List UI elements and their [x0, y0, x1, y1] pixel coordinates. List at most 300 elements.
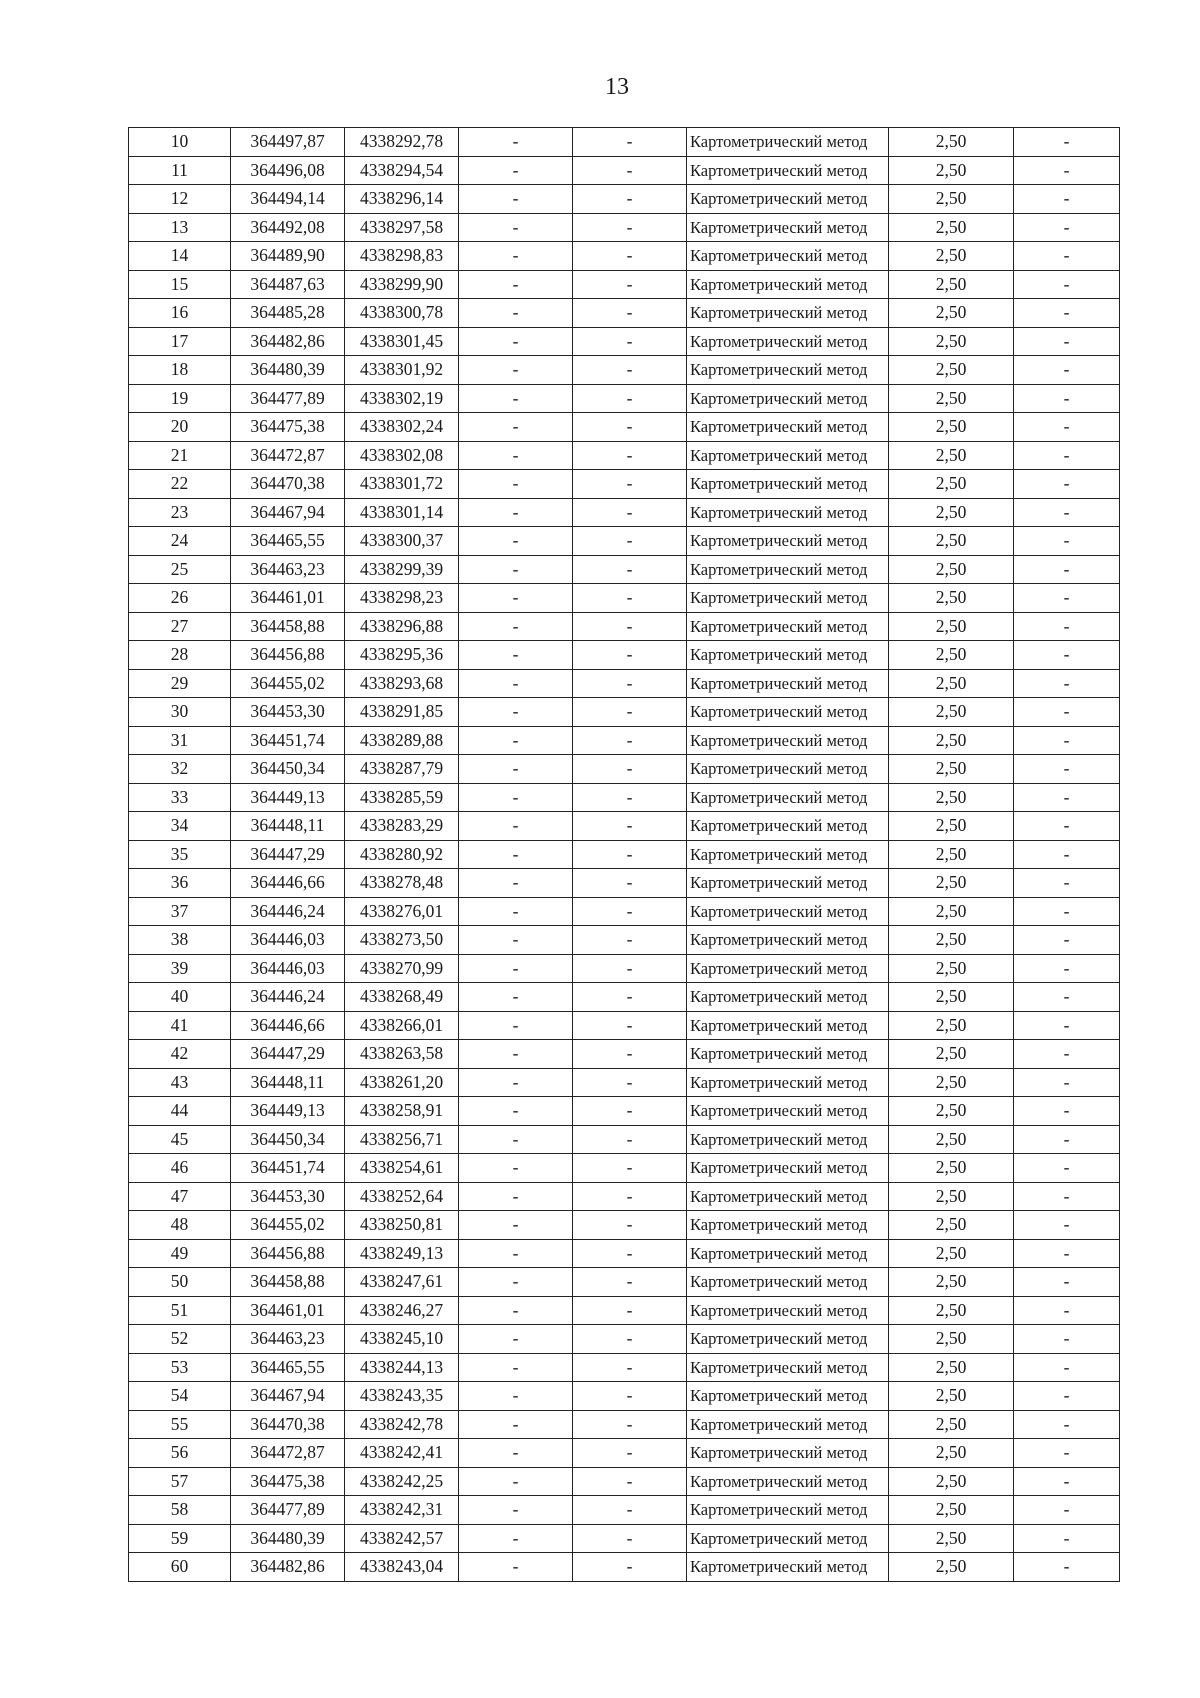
- point-number-cell: 16: [129, 299, 231, 328]
- accuracy-cell: 2,50: [889, 185, 1014, 214]
- method-cell: Картометрический метод: [687, 299, 889, 328]
- empty-cell-5: -: [573, 1068, 687, 1097]
- y-coordinate-cell: 4338242,25: [345, 1467, 459, 1496]
- empty-cell-5: -: [573, 1353, 687, 1382]
- point-number-cell: 58: [129, 1496, 231, 1525]
- empty-cell-4: -: [459, 527, 573, 556]
- empty-cell-4: -: [459, 242, 573, 271]
- accuracy-cell: 2,50: [889, 156, 1014, 185]
- empty-cell-4: -: [459, 1011, 573, 1040]
- point-number-cell: 45: [129, 1125, 231, 1154]
- empty-cell-8: -: [1014, 669, 1120, 698]
- method-cell: Картометрический метод: [687, 1097, 889, 1126]
- empty-cell-5: -: [573, 1325, 687, 1354]
- x-coordinate-cell: 364485,28: [231, 299, 345, 328]
- empty-cell-4: -: [459, 869, 573, 898]
- accuracy-cell: 2,50: [889, 356, 1014, 385]
- table-row: [129, 470, 1120, 499]
- point-number-cell: 33: [129, 783, 231, 812]
- accuracy-cell: 2,50: [889, 1011, 1014, 1040]
- empty-cell-5: -: [573, 1553, 687, 1582]
- accuracy-cell: 2,50: [889, 1125, 1014, 1154]
- empty-cell-8: -: [1014, 527, 1120, 556]
- accuracy-cell: 2,50: [889, 869, 1014, 898]
- y-coordinate-cell: 4338242,78: [345, 1410, 459, 1439]
- empty-cell-4: -: [459, 1325, 573, 1354]
- y-coordinate-cell: 4338263,58: [345, 1040, 459, 1069]
- table-row: [129, 327, 1120, 356]
- y-coordinate-cell: 4338291,85: [345, 698, 459, 727]
- empty-cell-5: -: [573, 1439, 687, 1468]
- empty-cell-8: -: [1014, 213, 1120, 242]
- x-coordinate-cell: 364461,01: [231, 1296, 345, 1325]
- accuracy-cell: 2,50: [889, 270, 1014, 299]
- x-coordinate-cell: 364446,66: [231, 869, 345, 898]
- empty-cell-8: -: [1014, 185, 1120, 214]
- empty-cell-8: -: [1014, 1353, 1120, 1382]
- y-coordinate-cell: 4338243,35: [345, 1382, 459, 1411]
- empty-cell-5: -: [573, 755, 687, 784]
- table-row: [129, 1325, 1120, 1354]
- method-cell: Картометрический метод: [687, 1125, 889, 1154]
- empty-cell-5: -: [573, 897, 687, 926]
- x-coordinate-cell: 364496,08: [231, 156, 345, 185]
- accuracy-cell: 2,50: [889, 641, 1014, 670]
- empty-cell-4: -: [459, 612, 573, 641]
- accuracy-cell: 2,50: [889, 698, 1014, 727]
- x-coordinate-cell: 364494,14: [231, 185, 345, 214]
- point-number-cell: 46: [129, 1154, 231, 1183]
- table-row: [129, 983, 1120, 1012]
- point-number-cell: 22: [129, 470, 231, 499]
- empty-cell-8: -: [1014, 156, 1120, 185]
- x-coordinate-cell: 364456,88: [231, 1239, 345, 1268]
- empty-cell-4: -: [459, 954, 573, 983]
- empty-cell-4: -: [459, 726, 573, 755]
- method-cell: Картометрический метод: [687, 612, 889, 641]
- empty-cell-4: -: [459, 1154, 573, 1183]
- y-coordinate-cell: 4338298,83: [345, 242, 459, 271]
- x-coordinate-cell: 364497,87: [231, 128, 345, 157]
- y-coordinate-cell: 4338301,72: [345, 470, 459, 499]
- empty-cell-5: -: [573, 356, 687, 385]
- empty-cell-4: -: [459, 441, 573, 470]
- table-row: [129, 1296, 1120, 1325]
- point-number-cell: 25: [129, 555, 231, 584]
- empty-cell-8: -: [1014, 1467, 1120, 1496]
- empty-cell-4: -: [459, 1353, 573, 1382]
- empty-cell-4: -: [459, 128, 573, 157]
- table-row: [129, 527, 1120, 556]
- empty-cell-8: -: [1014, 441, 1120, 470]
- method-cell: Картометрический метод: [687, 527, 889, 556]
- accuracy-cell: 2,50: [889, 498, 1014, 527]
- y-coordinate-cell: 4338297,58: [345, 213, 459, 242]
- point-number-cell: 18: [129, 356, 231, 385]
- x-coordinate-cell: 364480,39: [231, 1524, 345, 1553]
- point-number-cell: 21: [129, 441, 231, 470]
- empty-cell-4: -: [459, 1040, 573, 1069]
- x-coordinate-cell: 364451,74: [231, 1154, 345, 1183]
- point-number-cell: 38: [129, 926, 231, 955]
- empty-cell-8: -: [1014, 327, 1120, 356]
- table-row: [129, 384, 1120, 413]
- accuracy-cell: 2,50: [889, 1325, 1014, 1354]
- y-coordinate-cell: 4338285,59: [345, 783, 459, 812]
- empty-cell-5: -: [573, 1011, 687, 1040]
- empty-cell-4: -: [459, 156, 573, 185]
- y-coordinate-cell: 4338294,54: [345, 156, 459, 185]
- y-coordinate-cell: 4338300,37: [345, 527, 459, 556]
- empty-cell-4: -: [459, 413, 573, 442]
- empty-cell-4: -: [459, 1296, 573, 1325]
- method-cell: Картометрический метод: [687, 555, 889, 584]
- x-coordinate-cell: 364492,08: [231, 213, 345, 242]
- empty-cell-5: -: [573, 1040, 687, 1069]
- table-row: [129, 1439, 1120, 1468]
- accuracy-cell: 2,50: [889, 555, 1014, 584]
- accuracy-cell: 2,50: [889, 1268, 1014, 1297]
- empty-cell-8: -: [1014, 1496, 1120, 1525]
- empty-cell-5: -: [573, 1268, 687, 1297]
- point-number-cell: 50: [129, 1268, 231, 1297]
- x-coordinate-cell: 364461,01: [231, 584, 345, 613]
- y-coordinate-cell: 4338266,01: [345, 1011, 459, 1040]
- method-cell: Картометрический метод: [687, 384, 889, 413]
- point-number-cell: 60: [129, 1553, 231, 1582]
- accuracy-cell: 2,50: [889, 1467, 1014, 1496]
- accuracy-cell: 2,50: [889, 384, 1014, 413]
- point-number-cell: 24: [129, 527, 231, 556]
- method-cell: Картометрический метод: [687, 1496, 889, 1525]
- empty-cell-4: -: [459, 1467, 573, 1496]
- accuracy-cell: 2,50: [889, 213, 1014, 242]
- method-cell: Картометрический метод: [687, 954, 889, 983]
- empty-cell-8: -: [1014, 926, 1120, 955]
- empty-cell-8: -: [1014, 954, 1120, 983]
- point-number-cell: 32: [129, 755, 231, 784]
- table-row: [129, 1097, 1120, 1126]
- empty-cell-8: -: [1014, 641, 1120, 670]
- x-coordinate-cell: 364467,94: [231, 498, 345, 527]
- accuracy-cell: 2,50: [889, 470, 1014, 499]
- empty-cell-4: -: [459, 698, 573, 727]
- method-cell: Картометрический метод: [687, 1553, 889, 1582]
- x-coordinate-cell: 364475,38: [231, 413, 345, 442]
- empty-cell-4: -: [459, 1239, 573, 1268]
- empty-cell-5: -: [573, 669, 687, 698]
- table-row: [129, 242, 1120, 271]
- empty-cell-8: -: [1014, 783, 1120, 812]
- empty-cell-8: -: [1014, 270, 1120, 299]
- method-cell: Картометрический метод: [687, 470, 889, 499]
- accuracy-cell: 2,50: [889, 1439, 1014, 1468]
- empty-cell-8: -: [1014, 1268, 1120, 1297]
- empty-cell-8: -: [1014, 1182, 1120, 1211]
- empty-cell-8: -: [1014, 726, 1120, 755]
- table-row: [129, 1239, 1120, 1268]
- method-cell: Картометрический метод: [687, 356, 889, 385]
- point-number-cell: 57: [129, 1467, 231, 1496]
- y-coordinate-cell: 4338245,10: [345, 1325, 459, 1354]
- method-cell: Картометрический метод: [687, 1011, 889, 1040]
- empty-cell-4: -: [459, 783, 573, 812]
- y-coordinate-cell: 4338278,48: [345, 869, 459, 898]
- empty-cell-4: -: [459, 641, 573, 670]
- empty-cell-8: -: [1014, 470, 1120, 499]
- table-row: [129, 1211, 1120, 1240]
- method-cell: Картометрический метод: [687, 1182, 889, 1211]
- empty-cell-8: -: [1014, 897, 1120, 926]
- table-row: [129, 299, 1120, 328]
- accuracy-cell: 2,50: [889, 983, 1014, 1012]
- empty-cell-8: -: [1014, 356, 1120, 385]
- y-coordinate-cell: 4338280,92: [345, 840, 459, 869]
- method-cell: Картометрический метод: [687, 156, 889, 185]
- empty-cell-5: -: [573, 1524, 687, 1553]
- table-row: [129, 1524, 1120, 1553]
- empty-cell-8: -: [1014, 1382, 1120, 1411]
- accuracy-cell: 2,50: [889, 1182, 1014, 1211]
- accuracy-cell: 2,50: [889, 1410, 1014, 1439]
- empty-cell-8: -: [1014, 498, 1120, 527]
- x-coordinate-cell: 364455,02: [231, 669, 345, 698]
- empty-cell-4: -: [459, 185, 573, 214]
- accuracy-cell: 2,50: [889, 128, 1014, 157]
- point-number-cell: 36: [129, 869, 231, 898]
- y-coordinate-cell: 4338289,88: [345, 726, 459, 755]
- method-cell: Картометрический метод: [687, 812, 889, 841]
- method-cell: Картометрический метод: [687, 128, 889, 157]
- method-cell: Картометрический метод: [687, 926, 889, 955]
- y-coordinate-cell: 4338299,90: [345, 270, 459, 299]
- accuracy-cell: 2,50: [889, 1040, 1014, 1069]
- empty-cell-5: -: [573, 1239, 687, 1268]
- x-coordinate-cell: 364465,55: [231, 1353, 345, 1382]
- empty-cell-8: -: [1014, 812, 1120, 841]
- empty-cell-5: -: [573, 1410, 687, 1439]
- x-coordinate-cell: 364447,29: [231, 1040, 345, 1069]
- empty-cell-4: -: [459, 327, 573, 356]
- point-number-cell: 29: [129, 669, 231, 698]
- x-coordinate-cell: 364472,87: [231, 1439, 345, 1468]
- empty-cell-4: -: [459, 1496, 573, 1525]
- empty-cell-8: -: [1014, 584, 1120, 613]
- x-coordinate-cell: 364487,63: [231, 270, 345, 299]
- x-coordinate-cell: 364453,30: [231, 698, 345, 727]
- point-number-cell: 52: [129, 1325, 231, 1354]
- y-coordinate-cell: 4338270,99: [345, 954, 459, 983]
- empty-cell-5: -: [573, 213, 687, 242]
- point-number-cell: 28: [129, 641, 231, 670]
- empty-cell-5: -: [573, 983, 687, 1012]
- empty-cell-4: -: [459, 1211, 573, 1240]
- accuracy-cell: 2,50: [889, 1097, 1014, 1126]
- empty-cell-5: -: [573, 1182, 687, 1211]
- table-row: [129, 1410, 1120, 1439]
- y-coordinate-cell: 4338252,64: [345, 1182, 459, 1211]
- method-cell: Картометрический метод: [687, 185, 889, 214]
- table-row: [129, 156, 1120, 185]
- empty-cell-4: -: [459, 1382, 573, 1411]
- x-coordinate-cell: 364455,02: [231, 1211, 345, 1240]
- empty-cell-8: -: [1014, 869, 1120, 898]
- y-coordinate-cell: 4338258,91: [345, 1097, 459, 1126]
- accuracy-cell: 2,50: [889, 812, 1014, 841]
- accuracy-cell: 2,50: [889, 1524, 1014, 1553]
- x-coordinate-cell: 364475,38: [231, 1467, 345, 1496]
- x-coordinate-cell: 364446,03: [231, 954, 345, 983]
- empty-cell-4: -: [459, 1097, 573, 1126]
- table-row: [129, 128, 1120, 157]
- y-coordinate-cell: 4338296,14: [345, 185, 459, 214]
- method-cell: Картометрический метод: [687, 669, 889, 698]
- empty-cell-5: -: [573, 954, 687, 983]
- y-coordinate-cell: 4338302,08: [345, 441, 459, 470]
- x-coordinate-cell: 364448,11: [231, 812, 345, 841]
- method-cell: Картометрический метод: [687, 755, 889, 784]
- table-row: [129, 1382, 1120, 1411]
- table-row: [129, 213, 1120, 242]
- y-coordinate-cell: 4338247,61: [345, 1268, 459, 1297]
- accuracy-cell: 2,50: [889, 726, 1014, 755]
- method-cell: Картометрический метод: [687, 1296, 889, 1325]
- table-row: [129, 1040, 1120, 1069]
- point-number-cell: 23: [129, 498, 231, 527]
- y-coordinate-cell: 4338295,36: [345, 641, 459, 670]
- empty-cell-4: -: [459, 669, 573, 698]
- x-coordinate-cell: 364456,88: [231, 641, 345, 670]
- empty-cell-8: -: [1014, 555, 1120, 584]
- method-cell: Картометрический метод: [687, 441, 889, 470]
- y-coordinate-cell: 4338268,49: [345, 983, 459, 1012]
- method-cell: Картометрический метод: [687, 327, 889, 356]
- y-coordinate-cell: 4338250,81: [345, 1211, 459, 1240]
- point-number-cell: 54: [129, 1382, 231, 1411]
- empty-cell-5: -: [573, 185, 687, 214]
- empty-cell-5: -: [573, 413, 687, 442]
- empty-cell-8: -: [1014, 1154, 1120, 1183]
- y-coordinate-cell: 4338298,23: [345, 584, 459, 613]
- table-row: [129, 584, 1120, 613]
- empty-cell-8: -: [1014, 1410, 1120, 1439]
- point-number-cell: 17: [129, 327, 231, 356]
- x-coordinate-cell: 364446,66: [231, 1011, 345, 1040]
- empty-cell-4: -: [459, 1439, 573, 1468]
- x-coordinate-cell: 364450,34: [231, 755, 345, 784]
- x-coordinate-cell: 364477,89: [231, 1496, 345, 1525]
- point-number-cell: 34: [129, 812, 231, 841]
- point-number-cell: 56: [129, 1439, 231, 1468]
- method-cell: Картометрический метод: [687, 413, 889, 442]
- empty-cell-8: -: [1014, 1439, 1120, 1468]
- method-cell: Картометрический метод: [687, 897, 889, 926]
- table-row: [129, 1268, 1120, 1297]
- method-cell: Картометрический метод: [687, 641, 889, 670]
- method-cell: Картометрический метод: [687, 1325, 889, 1354]
- y-coordinate-cell: 4338242,41: [345, 1439, 459, 1468]
- empty-cell-8: -: [1014, 698, 1120, 727]
- method-cell: Картометрический метод: [687, 270, 889, 299]
- accuracy-cell: 2,50: [889, 242, 1014, 271]
- empty-cell-8: -: [1014, 1325, 1120, 1354]
- empty-cell-4: -: [459, 983, 573, 1012]
- empty-cell-8: -: [1014, 1211, 1120, 1240]
- empty-cell-8: -: [1014, 1068, 1120, 1097]
- x-coordinate-cell: 364463,23: [231, 1325, 345, 1354]
- accuracy-cell: 2,50: [889, 413, 1014, 442]
- empty-cell-5: -: [573, 299, 687, 328]
- table-row: [129, 1125, 1120, 1154]
- empty-cell-5: -: [573, 441, 687, 470]
- empty-cell-5: -: [573, 128, 687, 157]
- empty-cell-5: -: [573, 1467, 687, 1496]
- empty-cell-4: -: [459, 470, 573, 499]
- method-cell: Картометрический метод: [687, 983, 889, 1012]
- empty-cell-4: -: [459, 812, 573, 841]
- table-row: [129, 1496, 1120, 1525]
- point-number-cell: 39: [129, 954, 231, 983]
- x-coordinate-cell: 364458,88: [231, 612, 345, 641]
- y-coordinate-cell: 4338273,50: [345, 926, 459, 955]
- method-cell: Картометрический метод: [687, 1353, 889, 1382]
- table-row: [129, 698, 1120, 727]
- empty-cell-5: -: [573, 1125, 687, 1154]
- table-row: [129, 1553, 1120, 1582]
- point-number-cell: 26: [129, 584, 231, 613]
- accuracy-cell: 2,50: [889, 897, 1014, 926]
- page-number: 13: [605, 74, 629, 100]
- point-number-cell: 10: [129, 128, 231, 157]
- accuracy-cell: 2,50: [889, 1382, 1014, 1411]
- y-coordinate-cell: 4338254,61: [345, 1154, 459, 1183]
- point-number-cell: 47: [129, 1182, 231, 1211]
- method-cell: Картометрический метод: [687, 1154, 889, 1183]
- empty-cell-4: -: [459, 1125, 573, 1154]
- empty-cell-4: -: [459, 1182, 573, 1211]
- empty-cell-5: -: [573, 270, 687, 299]
- x-coordinate-cell: 364467,94: [231, 1382, 345, 1411]
- point-number-cell: 19: [129, 384, 231, 413]
- x-coordinate-cell: 364480,39: [231, 356, 345, 385]
- method-cell: Картометрический метод: [687, 498, 889, 527]
- x-coordinate-cell: 364489,90: [231, 242, 345, 271]
- point-number-cell: 41: [129, 1011, 231, 1040]
- x-coordinate-cell: 364447,29: [231, 840, 345, 869]
- x-coordinate-cell: 364446,24: [231, 983, 345, 1012]
- empty-cell-8: -: [1014, 1553, 1120, 1582]
- table-row: [129, 869, 1120, 898]
- empty-cell-5: -: [573, 1097, 687, 1126]
- empty-cell-5: -: [573, 384, 687, 413]
- method-cell: Картометрический метод: [687, 584, 889, 613]
- table-row: [129, 498, 1120, 527]
- empty-cell-8: -: [1014, 1125, 1120, 1154]
- accuracy-cell: 2,50: [889, 1496, 1014, 1525]
- method-cell: Картометрический метод: [687, 1068, 889, 1097]
- method-cell: Картометрический метод: [687, 1040, 889, 1069]
- point-number-cell: 59: [129, 1524, 231, 1553]
- point-number-cell: 48: [129, 1211, 231, 1240]
- accuracy-cell: 2,50: [889, 1353, 1014, 1382]
- accuracy-cell: 2,50: [889, 755, 1014, 784]
- y-coordinate-cell: 4338242,31: [345, 1496, 459, 1525]
- method-cell: Картометрический метод: [687, 213, 889, 242]
- table-row: [129, 270, 1120, 299]
- empty-cell-8: -: [1014, 242, 1120, 271]
- table-row: [129, 612, 1120, 641]
- x-coordinate-cell: 364458,88: [231, 1268, 345, 1297]
